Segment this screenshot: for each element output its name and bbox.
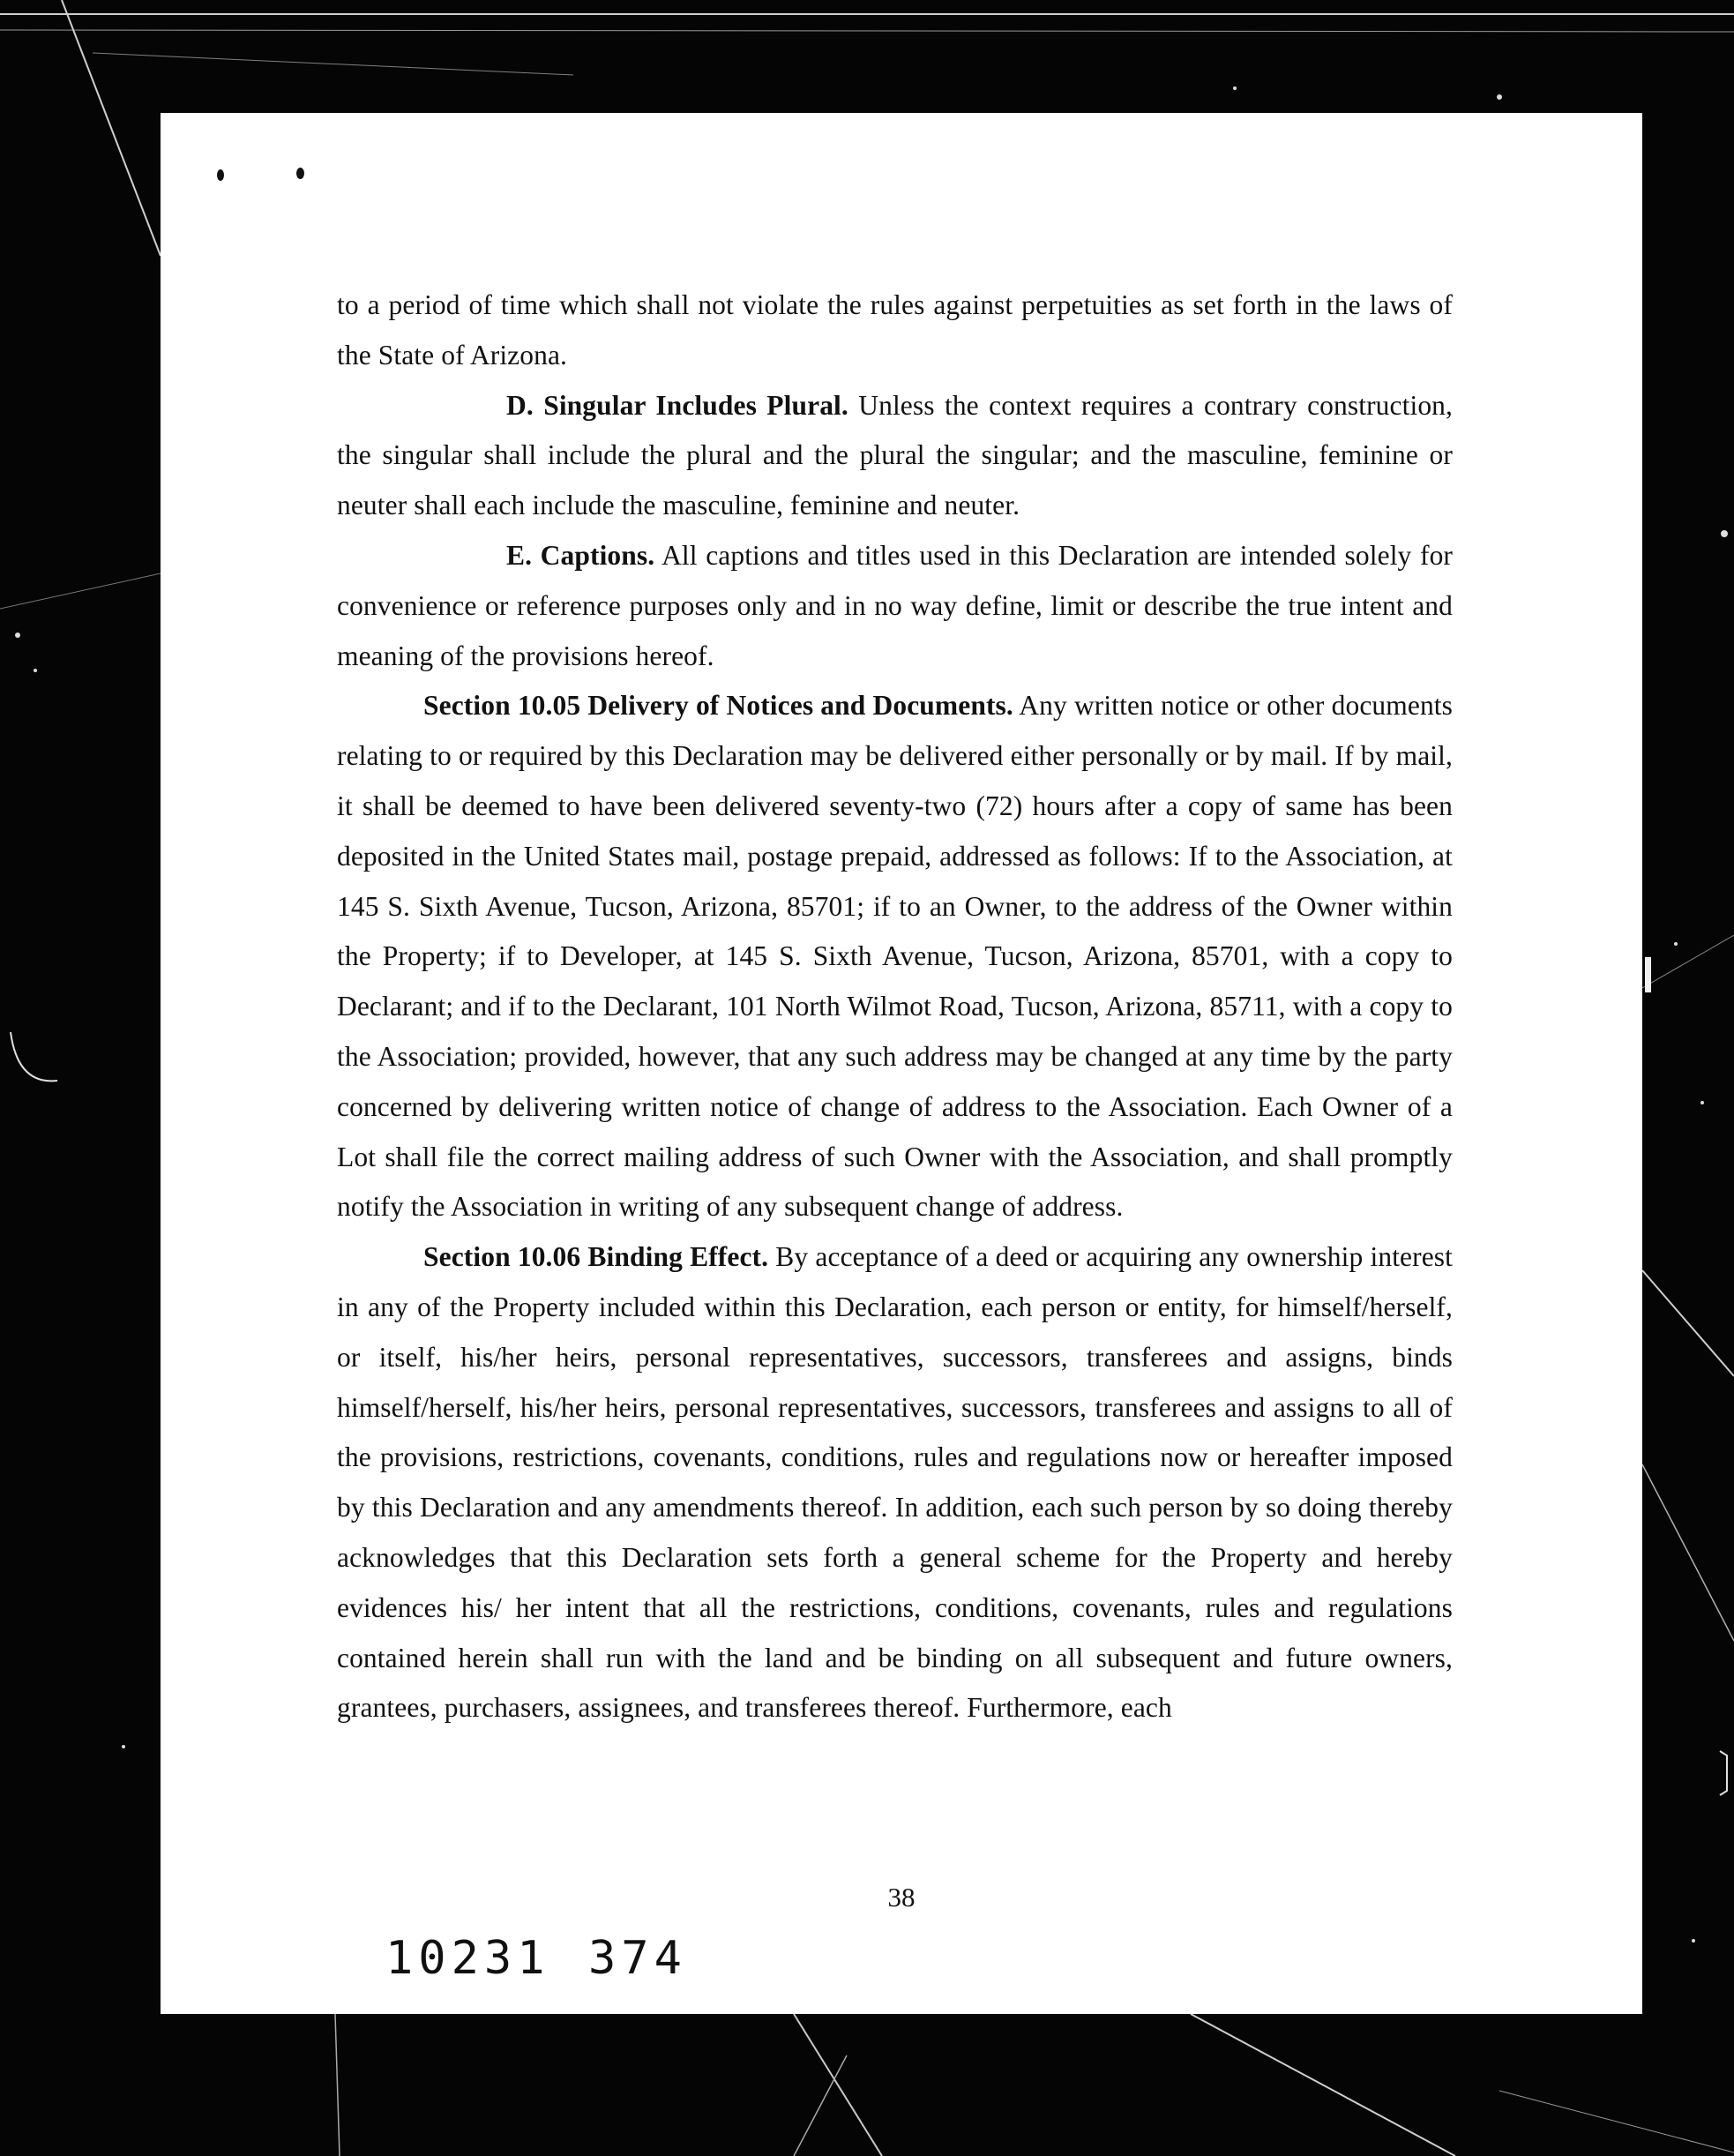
item-heading: D. Singular Includes Plural. (506, 389, 848, 421)
paragraph-text: All captions and titles used in this Declaration are intended solely for convenience or reference purposes only and in no way define, limit or describe the true intent and meaning of the provisions hereof. (337, 539, 1454, 671)
section-heading: Section 10.05 Delivery of Notices and Documents. (423, 690, 1013, 722)
recording-stamp-book: 10231 (385, 1932, 550, 1985)
item-heading: E. Captions. (506, 539, 655, 571)
paragraph-item-d (337, 381, 1453, 531)
page-number: 38 (887, 1882, 916, 1913)
document-body (337, 281, 1453, 1733)
paragraph-text: to a period of time which shall not violate the rules against perpetuities as set forth in the laws of the State of Arizona. (337, 289, 1453, 371)
paragraph-text: Unless the context requires a contrary construction, the singular shall include the plural and the plural the singular; and the masculine, feminine or neuter shall each include the masculine, feminine and neuter. (337, 389, 1453, 521)
recording-stamp-page: 374 (588, 1932, 687, 1985)
paragraph-section-10-05 (337, 681, 1453, 1232)
section-heading: Section 10.06 Binding Effect. (423, 1241, 769, 1273)
paragraph-continuation (337, 281, 1453, 381)
paragraph-text: Any written notice or other documents relating to or required by this Declaration may be delivered either personally or by mail. If by mail, it shall be deemed to have been delivered seventy-two (72) hours after a copy of same has been deposited in the United States mail, postage prepaid, addressed as follows: If to the Association, at 145 S. Sixth Avenue, Tucson, Arizona, 85701; if to an Owner, to the address of the Owner within the Property; if to Developer, at 145 S. Sixth Avenue, Tucson, Arizona, 85701, with a copy to Declarant; and if to the Declarant, 101 North Wilmot Road, Tucson, Arizona, 85711, with a copy to the Association; provided, however, that any such address may be changed at any time by the party concerned by delivering written notice of change of address to the Association. Each Owner of a Lot shall file the correct mailing address of such Owner with the Association, and shall promptly notify the Association in writing of any subsequent change of address. (337, 690, 1453, 1223)
scan-speck (217, 169, 224, 181)
paragraph-text: By acceptance of a deed or acquiring any ownership interest in any of the Property included within this Declaration, each person or entity, for himself/herself, or itself, his/her heirs, personal representatives, successors, transferees and assigns, binds himself/herself, his/her heirs, personal representatives, successors, transferees and assigns to all of the provisions, restrictions, covenants, conditions, rules and regulations now or hereafter imposed by this Declaration and any amendments thereof. In addition, each such person by so doing thereby acknowledges that this Declaration sets forth a general scheme for the Property and hereby evidences his/ her intent that all the restrictions, conditions, covenants, rules and regulations contained herein shall run with the land and be binding on all subsequent and future owners, grantees, purchasers, assignees, and transferees thereof. Furthermore, each (337, 1241, 1454, 1724)
document-page (161, 113, 1642, 2014)
scan-speck (296, 168, 304, 179)
paragraph-section-10-06 (337, 1232, 1453, 1733)
paragraph-item-e (337, 531, 1453, 681)
